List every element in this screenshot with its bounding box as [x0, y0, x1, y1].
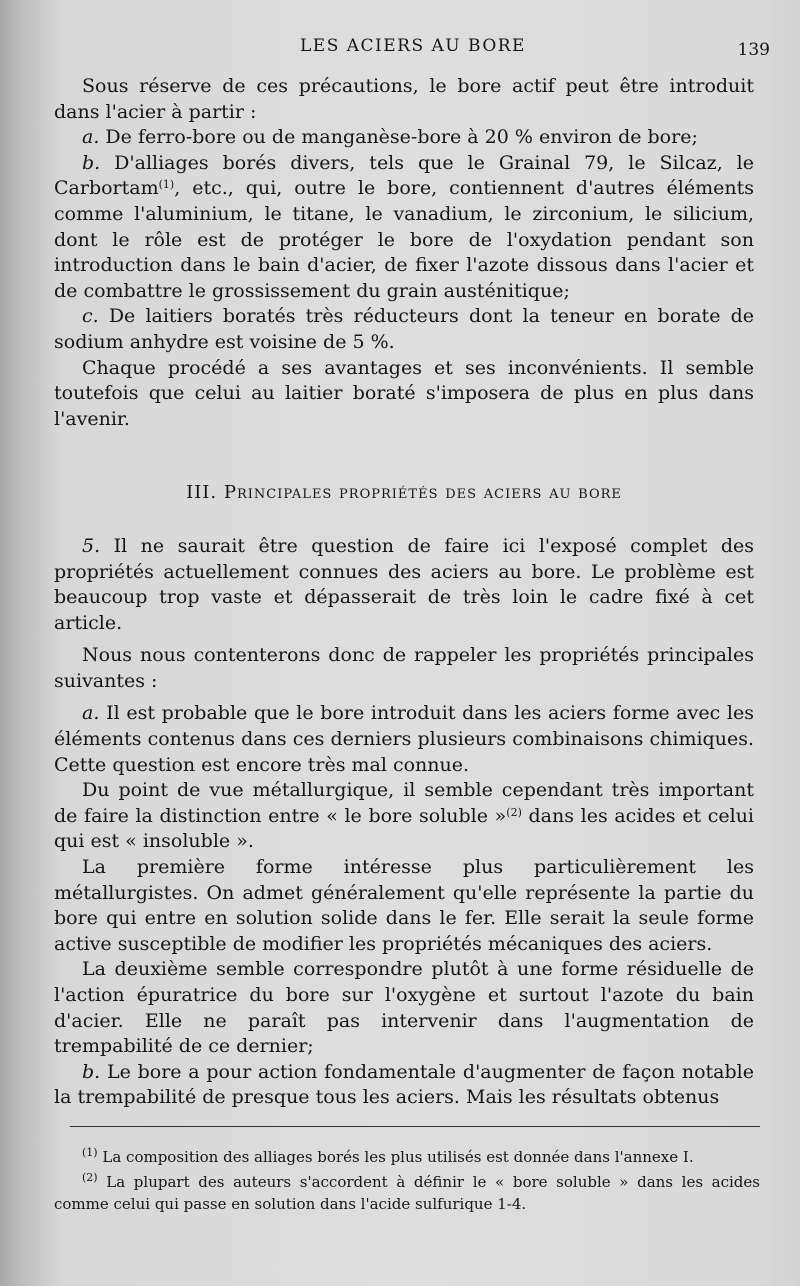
conclusion-paragraph: Chaque procédé a ses avantages et ses inconvénients. Il semble toutefois que celui au laitier boraté s'imposera de plus en plus dans l'avenir.	[54, 356, 754, 430]
footnote-text: La plupart des auteurs s'accordent à définir le « bore soluble » dans les acides comme celui qui passe en solution dans l'acide sulfurique 1-4.	[54, 1173, 760, 1213]
properties-intro-paragraph: Nous nous contenterons donc de rappeler les propriétés principales suivantes :	[54, 644, 754, 692]
footnote-ref-2: (2)	[506, 805, 522, 819]
paragraph-text: Du point de vue métallurgique, il semble cependant très important de faire la distinction entre « le bore soluble »	[54, 779, 754, 827]
paragraph-number: 5.	[82, 534, 101, 557]
page-number: 139	[737, 40, 770, 60]
list-item-b	[54, 151, 754, 305]
section-heading	[54, 480, 754, 506]
footnotes	[54, 1146, 760, 1215]
second-form-paragraph: La deuxième semble correspondre plutôt à une forme résiduelle de l'action épuratrice du bore sur l'oxygène et surtout l'azote du bain d'acier. Elle ne paraît pas intervenir dans l'augmentation de trempabilité de ce dernier;	[54, 958, 754, 1058]
paragraph-text: Il ne saurait être question de faire ici l'exposé complet des propriétés actuellement connues des aciers au bore. Le problème est beaucoup trop vaste et dépasserait de très loin le cadre fixé à cet article.	[54, 534, 755, 634]
running-head	[80, 36, 770, 66]
running-title: LES ACIERS AU BORE	[300, 36, 526, 56]
list-item-letter: a.	[82, 126, 100, 149]
body-text	[54, 74, 754, 1111]
paragraph-5	[54, 534, 754, 636]
property-item-a	[54, 701, 754, 778]
footnote-divider	[70, 1126, 760, 1127]
list-item-c	[54, 304, 754, 355]
list-item-text: D'alliages borés divers, tels que le Grainal 79, le Silcaz, le Carbortam	[54, 151, 755, 200]
property-item-b	[54, 1060, 754, 1111]
footnote-1	[54, 1146, 760, 1168]
list-item-text: Le bore a pour action fondamentale d'augmenter de façon notable la trempabilité de presque tous les aciers. Mais les résultats obtenus	[54, 1060, 754, 1109]
list-item-text: De laitiers boratés très réducteurs dont la teneur en borate de sodium anhydre est voisine de 5 %.	[54, 305, 754, 353]
list-item-text: Il est probable que le bore introduit dans les aciers forme avec les éléments contenus dans ces derniers plusieurs combinaisons chimiques. Cette question est encore très mal connue.	[54, 702, 755, 776]
list-item-a	[54, 125, 754, 151]
section-title: Principales propriétés des aciers au bore	[223, 482, 622, 504]
footnote-marker: (2)	[82, 1171, 98, 1184]
list-item-letter: a.	[82, 702, 100, 725]
list-item-text: De ferro-bore ou de manganèse-bore à 20 % environ de bore;	[105, 126, 698, 149]
list-item-text-cont: , etc., qui, outre le bore, contiennent d'autres éléments comme l'aluminium, le titane, le vanadium, le zirconium, le silicium, dont le rôle est de protéger le bore de l'oxydation pendant son introduction dans le bain d'acier, de fixer l'azote dissous dans l'acier et de combattre le grossissement du grain austénitique;	[54, 177, 754, 302]
footnote-marker: (1)	[82, 1146, 98, 1159]
list-item-letter: b.	[82, 1060, 101, 1083]
footnote-text: La composition des alliages borés les plus utilisés est donnée dans l'annexe I.	[102, 1148, 694, 1166]
footnote-2	[54, 1171, 760, 1215]
list-item-letter: c.	[82, 305, 99, 328]
intro-paragraph: Sous réserve de ces précautions, le bore actif peut être introduit dans l'acier à partir :	[54, 75, 754, 123]
list-item-letter: b.	[82, 151, 101, 174]
footnote-ref-1: (1)	[158, 178, 175, 192]
first-form-paragraph: La première forme intéresse plus particulièrement les métallurgistes. On admet généralement qu'elle représente la partie du bore qui entre en solution solide dans le fer. Elle serait la seule forme active susceptible de modifier les propriétés mécaniques des aciers.	[54, 856, 754, 955]
section-numeral: III.	[186, 482, 218, 504]
metallurgy-paragraph	[54, 778, 754, 855]
paragraph-text-cont: dans les acides et celui qui est « insoluble ».	[54, 804, 755, 853]
